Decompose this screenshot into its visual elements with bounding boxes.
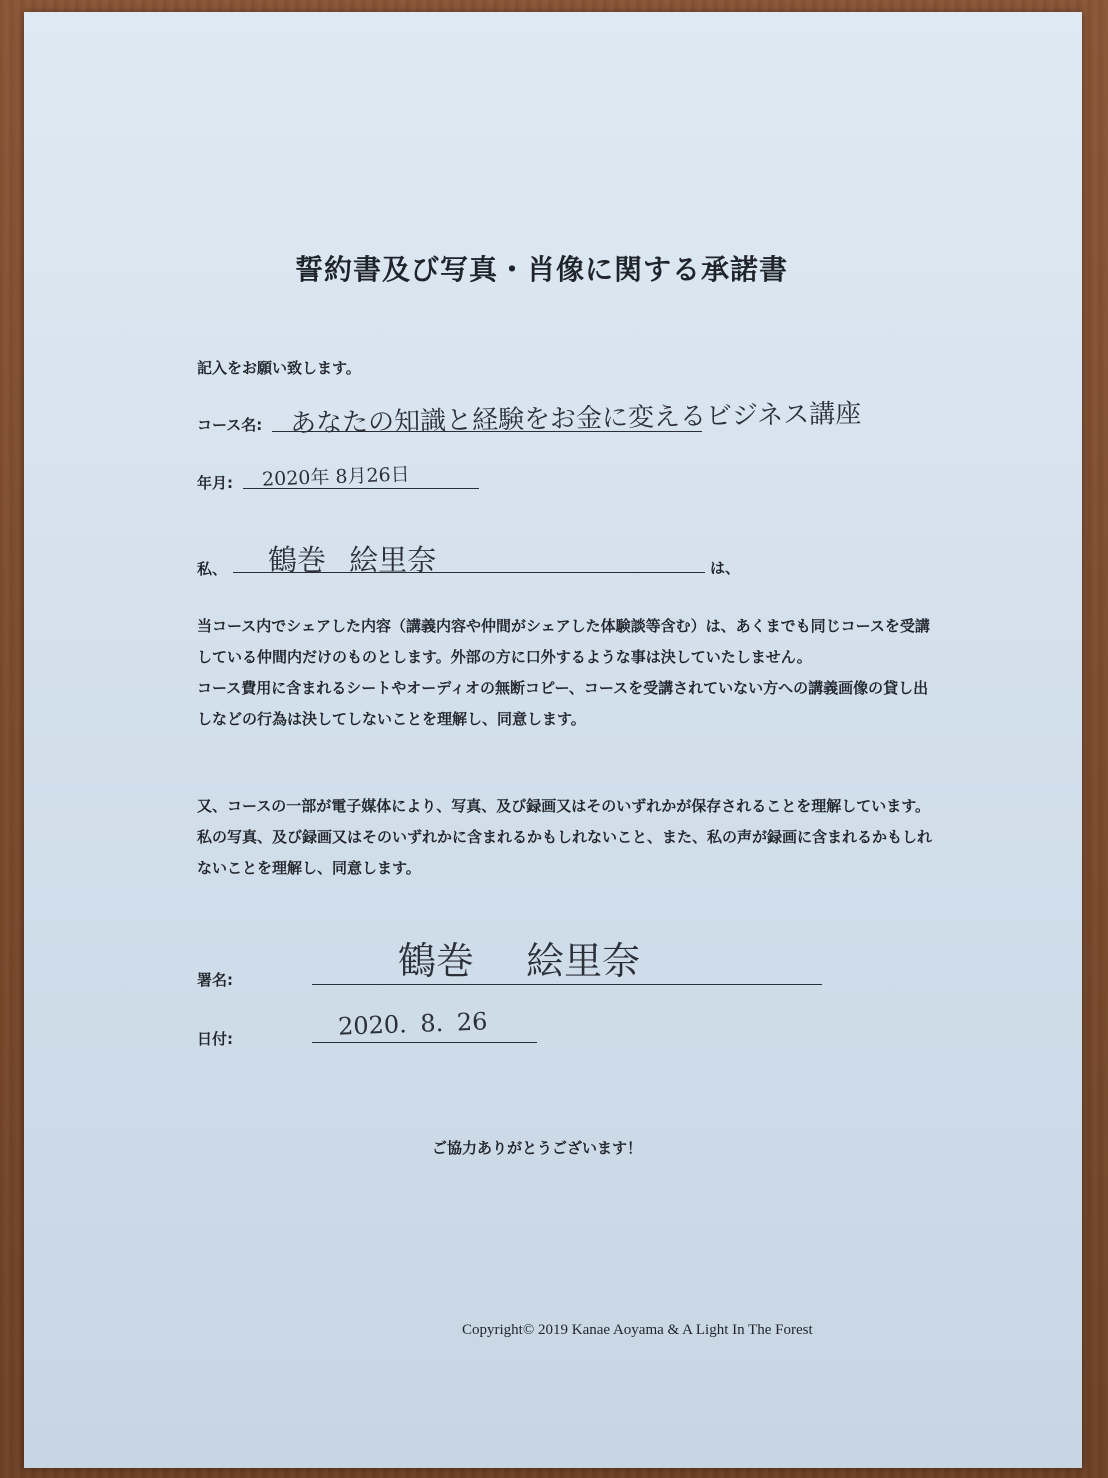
name-underline [233, 572, 705, 573]
signdate-label: 日付: [197, 1030, 233, 1048]
thanks-message: ご協力ありがとうございます！ [432, 1139, 643, 1157]
paragraph-no-copy: コース費用に含まれるシートやオーディオの無断コピー、コースを受講されていない方への講義画像の貸し出しなどの行為は決してしないことを理解し、同意します。 [197, 679, 929, 728]
intro-text: 記入をお願い致します。 [197, 359, 361, 377]
copyright-notice: Copyright© 2019 Kanae Aoyama & A Light In The Forest [462, 1322, 813, 1338]
signature-underline [312, 984, 822, 985]
paragraph-confidentiality: 当コース内でシェアした内容（講義内容や仲間がシェアした体験談等含む）は、あくまでも同じコースを受講している仲間内だけのものとします。外部の方に口外するような事は決していたしません。 [197, 617, 930, 666]
signdate-underline [312, 1042, 537, 1043]
me-suffix: は、 [710, 559, 741, 577]
recording-consent-text [197, 791, 937, 884]
course-label: コース名: [197, 416, 263, 434]
signdate-handwritten: 2020. 8. 26 [337, 1007, 488, 1041]
me-label: 私、 [197, 560, 228, 578]
my-name-handwritten: 鶴巻 絵里奈 [268, 543, 437, 577]
consent-form-paper [24, 12, 1082, 1468]
agreement-text-block [197, 611, 937, 735]
signature-handwritten: 鶴巻 絵里奈 [398, 939, 641, 983]
page-title: 誓約書及び写真・肖像に関する承諾書 [295, 253, 789, 286]
signature-label: 署名: [197, 971, 233, 989]
course-underline [272, 431, 702, 432]
date-label: 年月: [197, 474, 233, 492]
paragraph-recording: 又、コースの一部が電子媒体により、写真、及び録画又はそのいずれかが保存されることを理解しています。私の写真、及び録画又はそのいずれかに含まれるかもしれないこと、また、私の声が録画に含まれるかもしれないことを理解し、同意します。 [197, 797, 933, 877]
date-handwritten: 2020年 8月26日 [261, 463, 411, 491]
date-underline [243, 488, 479, 489]
course-name-handwritten: あなたの知識と経験をお金に変えるビジネス講座 [289, 399, 862, 439]
